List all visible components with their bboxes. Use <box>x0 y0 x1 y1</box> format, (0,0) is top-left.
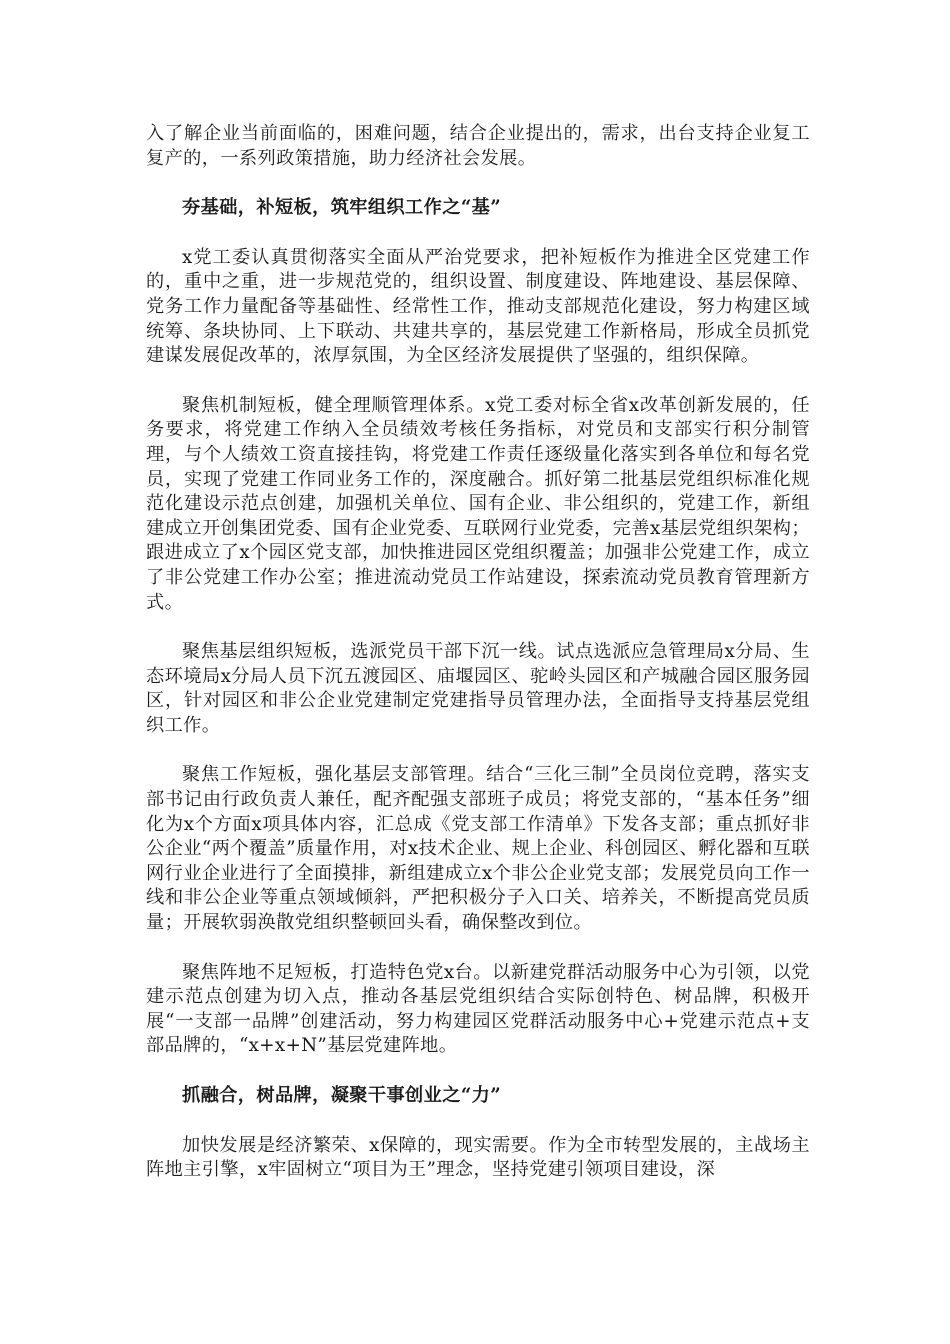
document-page <box>146 122 810 1183</box>
paragraph-party-committee: x党工委认真贯彻落实全面从严治党要求，把补短板作为推进全区党建工作的，重中之重，进一步规范党的，组织设置、制度建设、阵地建设、基层保障、党务工作力量配备等基础性、经常性工作，推动支部规范化建设，努力构建区域统筹、条块协同、上下联动、共建共享的，基层党建工作新格局，形成全员抓党建谋发展促改革的，浓厚氛围，为全区经济发展提供了坚强的，组织保障。 <box>146 246 810 367</box>
section-heading-foundation: 夯基础，补短板，筑牢组织工作之“基” <box>182 197 502 219</box>
paragraph-continued: 入了解企业当前面临的，困难问题，结合企业提出的，需求，出台支持企业复工复产的，一系列政策措施，助力经济社会发展。 <box>146 123 810 169</box>
paragraph-development: 加快发展是经济繁荣、x保障的，现实需要。作为全市转型发展的，主战场主阵地主引擎，x牢固树立“项目为王”理念，坚持党建引领项目建设，深 <box>146 1134 810 1181</box>
section-heading-integration: 抓融合，树品牌，凝聚干事创业之“力” <box>182 1085 502 1106</box>
paragraph-work-shortcoming: 聚焦工作短板，强化基层支部管理。结合“三化三制”全员岗位竞聘，落实支部书记由行政负责人兼任，配齐配强支部班子成员；将党支部的，“基本任务”细化为x个方面x项具体内容，汇总成《党支部工作清单》下发各支部；重点抓好非公企业“两个覆盖”质量作用，对x技术企业、规上企业、科创园区、孵化器和互联网行业企业进行了全面摸排，新组建成立x个非公企业党支部；发展党员向工作一线和非公企业等重点领域倾斜，严把积极分子入口关、培养关，不断提高党员质量；开展软弱涣散党组织整顿回头看，确保整改到位。 <box>146 764 810 934</box>
paragraph-position: 聚焦阵地不足短板，打造特色党x台。以新建党群活动服务中心为引领，以党建示范点创建为切入点，推动各基层党组织结合实际创特色、树品牌，积极开展“一支部一品牌”创建活动，努力构建园区党群活动服务中心+党建示范点+支部品牌的，“x+x+N”基层党建阵地。 <box>146 961 810 1057</box>
paragraph-mechanism: 聚焦机制短板，健全理顺管理体系。x党工委对标全省x改革创新发展的，任务要求，将党建工作纳入全员绩效考核任务指标，对党员和支部实行积分制管理，与个人绩效工资直接挂钩，将党建工作责任逐级量化落实到各单位和每名党员，实现了党建工作同业务工作的，深度融合。抓好第二批基层党组织标准化规范化建设示范点创建，加强机关单位、国有企业、非公组织的，党建工作，新组建成立开创集团党委、国有企业党委、互联网行业党委，完善x基层党组织架构；跟进成立了x个园区党支部，加快推进园区党组织覆盖；加强非公党建工作，成立了非公党建工作办公室；推进流动党员工作站建设，探索流动党员教育管理新方式。 <box>146 394 810 613</box>
paragraph-grassroots: 聚焦基层组织短板，选派党员干部下沉一线。试点选派应急管理局x分局、生态环境局x分局人员下沉五渡园区、庙堰园区、驼岭头园区和产城融合园区服务园区，针对园区和非公企业党建制定党建指导员管理办法，全面指导支持基层党组织工作。 <box>146 641 810 736</box>
